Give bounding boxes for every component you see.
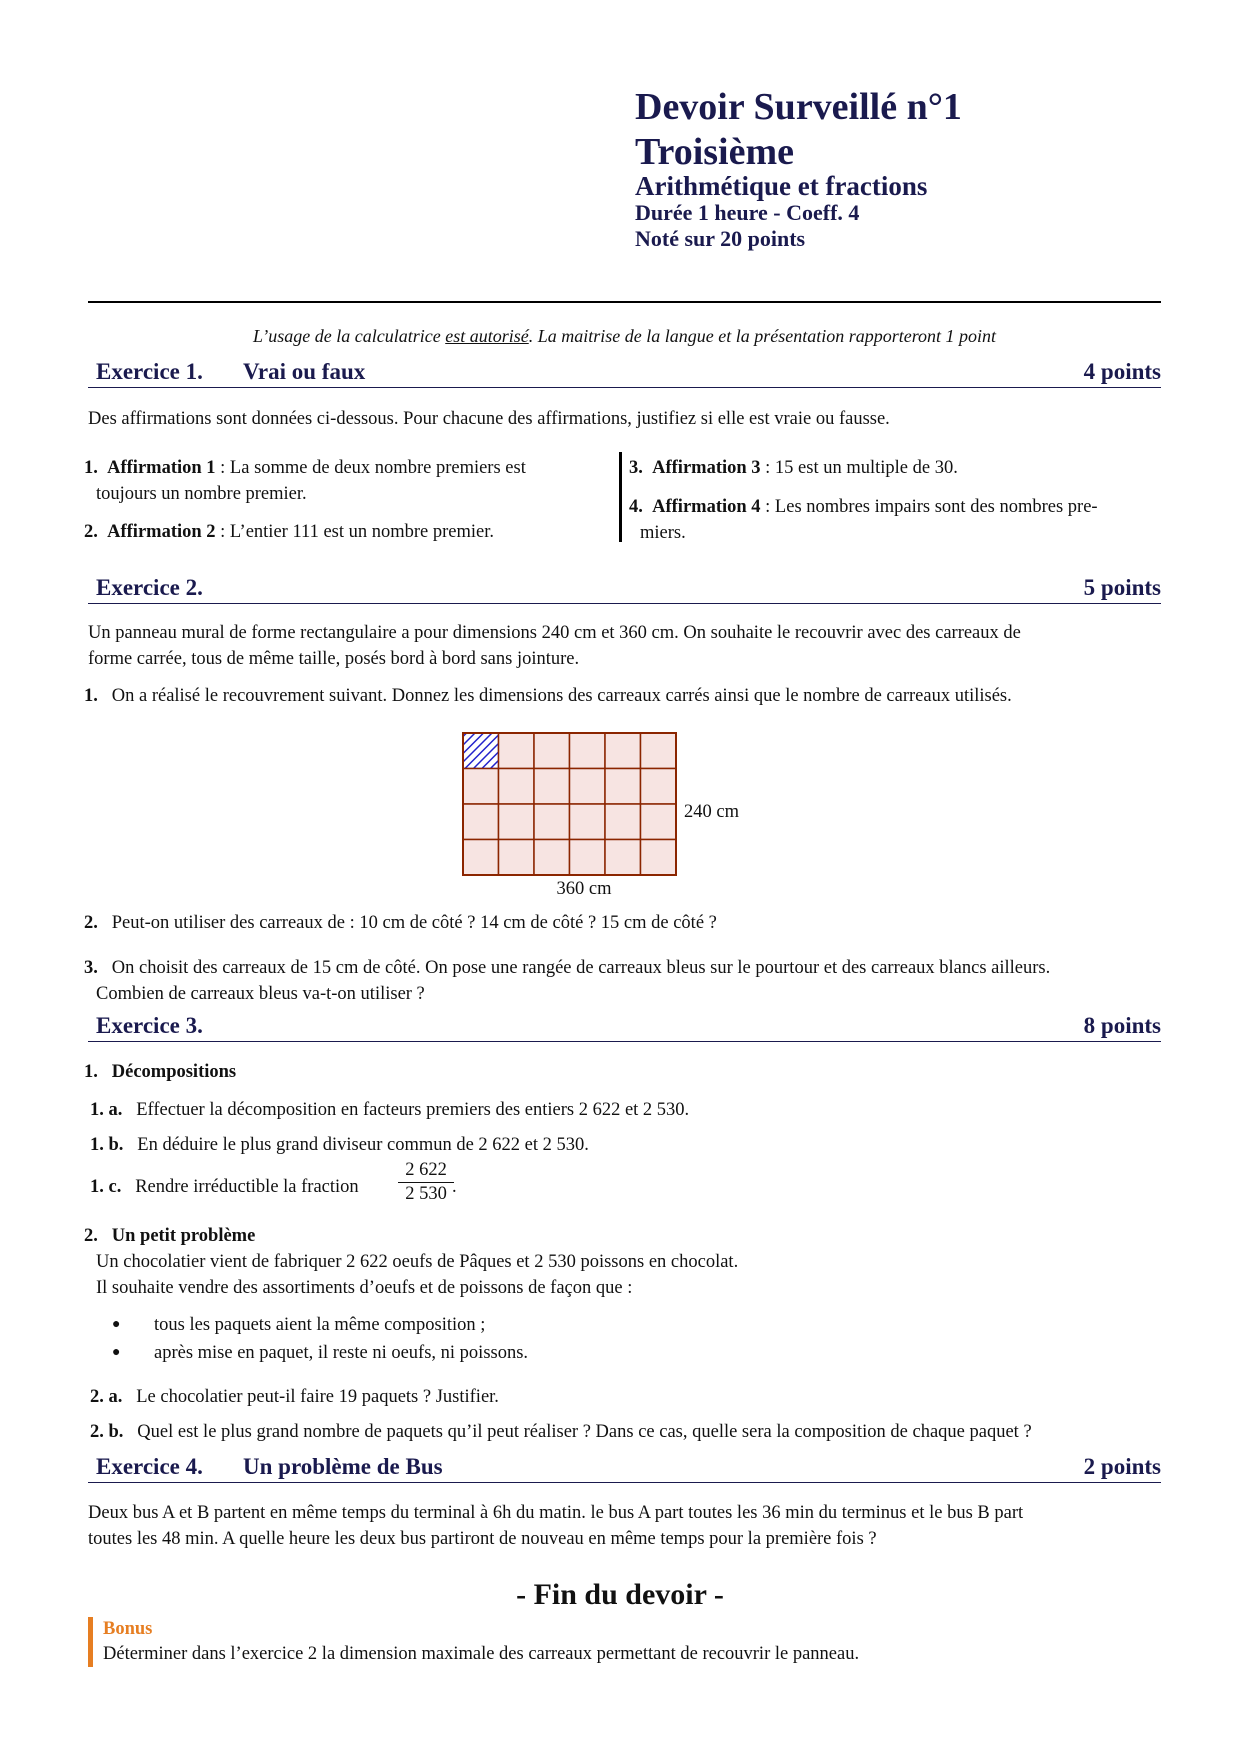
- exercise-2-q3-text: On choisit des carreaux de 15 cm de côté. On pose une rangée de carreaux bleus sur le pourtour et des carreaux blancs ailleurs.: [111, 958, 1051, 978]
- affirmation-3-text: : 15 est un multiple de 30.: [760, 458, 958, 478]
- exercise-4-text-line1: Deux bus A et B partent en même temps du terminal à 6h du matin. le bus A part toutes les 36 min du terminus et le bus B part: [88, 1503, 1024, 1523]
- doc-duration: Durée 1 heure - Coeff. 4: [635, 200, 860, 225]
- exercise-3-q2b-number: 2. b.: [90, 1422, 124, 1442]
- affirmation-1-label: Affirmation 1: [107, 458, 216, 478]
- exercise-2-q3-number: 3.: [84, 958, 98, 978]
- exercise-1-header: [88, 355, 1161, 388]
- bonus-title: Bonus: [103, 1619, 153, 1639]
- exercise-3-part-1: [84, 1059, 236, 1085]
- exercise-1-number: Exercice 1.: [96, 359, 203, 384]
- exercise-2-points: 5 points: [1083, 575, 1161, 600]
- bullet-item-2: après mise en paquet, il reste ni oeufs, ni poissons.: [154, 1343, 529, 1363]
- affirmation-3-label: Affirmation 3: [652, 458, 761, 478]
- tile: [605, 769, 641, 805]
- tile: [499, 733, 535, 769]
- exercise-3-q1c: [90, 1174, 359, 1200]
- exercise-2-question-1: [84, 683, 1012, 709]
- header-divider: [88, 301, 1161, 303]
- exercise-3-q2a-number: 2. a.: [90, 1387, 123, 1407]
- exercise-4-title: Un problème de Bus: [243, 1454, 443, 1479]
- tile: [534, 840, 570, 876]
- exercise-4-number: Exercice 4.: [96, 1454, 203, 1479]
- exercise-1-statement: Des affirmations sont données ci-dessous. Pour chacune des affirmations, justifiez si elle est vraie ou fausse.: [88, 409, 890, 429]
- exercise-2-q3-text-line2: Combien de carreaux bleus va-t-on utiliser ?: [96, 984, 425, 1004]
- exercise-3-q1c-number: 1. c.: [90, 1177, 122, 1197]
- doc-grading: Noté sur 20 points: [635, 226, 806, 251]
- tile: [570, 840, 606, 876]
- exercise-3-q2a-text: Le chocolatier peut-il faire 19 paquets ? Justifier.: [136, 1387, 499, 1407]
- affirmation-3-number: 3.: [629, 458, 643, 478]
- tile: [499, 840, 535, 876]
- bonus-text: Déterminer dans l’exercice 2 la dimension maximale des carreaux permettant de recouvrir le panneau.: [103, 1644, 860, 1664]
- exercise-2-q2-number: 2.: [84, 913, 98, 933]
- exercise-3-q1a-text: Effectuer la décomposition en facteurs premiers des entiers 2 622 et 2 530.: [136, 1100, 690, 1120]
- tile: [641, 733, 677, 769]
- exercise-3-points: 8 points: [1083, 1013, 1161, 1038]
- tile: [605, 733, 641, 769]
- exercise-3-q1c-text: Rendre irréductible la fraction: [135, 1177, 359, 1197]
- tile: [499, 804, 535, 840]
- exercise-3-q1b-text: En déduire le plus grand diviseur commun de 2 622 et 2 530.: [137, 1135, 589, 1155]
- exercise-3-part-2-number: 2.: [84, 1226, 98, 1246]
- exercise-1-points: 4 points: [1083, 359, 1161, 384]
- fraction: [398, 1160, 454, 1205]
- exercise-4-header: [88, 1450, 1161, 1483]
- affirmation-4-text-line2: miers.: [640, 523, 686, 543]
- tile: [641, 769, 677, 805]
- exercise-4-points: 2 points: [1083, 1454, 1161, 1479]
- affirmation-2-label: Affirmation 2: [107, 522, 216, 542]
- exercise-3-q1b-number: 1. b.: [90, 1135, 124, 1155]
- tile: [570, 733, 606, 769]
- exercise-3-header: [88, 1009, 1161, 1042]
- exercise-2-header: [88, 571, 1161, 604]
- height-label: 240 cm: [684, 802, 739, 822]
- exercise-2-question-3: [84, 955, 1050, 981]
- affirmation-1: [84, 455, 614, 481]
- fraction-numerator: 2 622: [405, 1160, 447, 1180]
- fraction-end: .: [452, 1177, 457, 1197]
- tile: [605, 804, 641, 840]
- exercise-3-part-1-number: 1.: [84, 1062, 98, 1082]
- exercise-2-number: Exercice 2.: [96, 575, 203, 600]
- tile-grid: [463, 733, 676, 875]
- intro-part1: L’usage de la calculatrice: [252, 326, 446, 346]
- exercise-3-q2b-text: Quel est le plus grand nombre de paquets qu’il peut réaliser ? Dans ce cas, quelle sera la composition de chaque paquet ?: [137, 1422, 1032, 1442]
- exercise-3-q2b: [90, 1419, 1032, 1445]
- tiling-diagram: [460, 730, 780, 910]
- affirmation-4-label: Affirmation 4: [652, 497, 761, 517]
- affirmation-2-text: : L’entier 111 est un nombre premier.: [215, 522, 495, 542]
- tile: [641, 840, 677, 876]
- affirmation-4-number: 4.: [629, 497, 643, 517]
- tile: [463, 769, 499, 805]
- exercise-3-part-2-title: Un petit problème: [111, 1226, 256, 1246]
- tile: [534, 733, 570, 769]
- tile: [499, 769, 535, 805]
- tile: [605, 840, 641, 876]
- document-header: [635, 84, 962, 252]
- exercise-3-q1a: [90, 1097, 689, 1123]
- tile: [570, 769, 606, 805]
- bullet-item-1: tous les paquets aient la même composition ;: [154, 1315, 486, 1335]
- bonus-box: [88, 1617, 859, 1667]
- exercise-2-statement-line1: Un panneau mural de forme rectangulaire a pour dimensions 240 cm et 360 cm. On souhaite le recouvrir avec des carreaux de: [88, 623, 1021, 643]
- affirmation-2-number: 2.: [84, 522, 98, 542]
- exercise-3-part-2-text-1: Un chocolatier vient de fabriquer 2 622 oeufs de Pâques et 2 530 poissons en chocolat.: [96, 1252, 739, 1272]
- tile: [641, 804, 677, 840]
- tile: [534, 769, 570, 805]
- exercise-3-part-1-title: Décompositions: [111, 1062, 237, 1082]
- intro-part2: . La maitrise de la langue et la présentation rapporteront 1 point: [528, 326, 997, 346]
- exercise-3-part-2-text-2: Il souhaite vendre des assortiments d’oeufs et de poissons de façon que :: [96, 1278, 633, 1298]
- bullet-icon: ●: [112, 1317, 121, 1332]
- end-of-exam: - Fin du devoir -: [516, 1578, 724, 1611]
- exercise-2-statement-line2: forme carrée, tous de même taille, posés bord à bord sans jointure.: [88, 649, 580, 669]
- exercise-4-text-line2: toutes les 48 min. A quelle heure les deux bus partiront de nouveau en même temps pour la première fois ?: [88, 1529, 877, 1549]
- doc-subject: Arithmétique et fractions: [635, 171, 928, 201]
- affirmation-1-text: : La somme de deux nombre premiers est: [215, 458, 526, 478]
- highlighted-tile: [463, 733, 499, 769]
- affirmation-1-text-line2: toujours un nombre premier.: [96, 484, 307, 504]
- doc-title: Devoir Surveillé n°1: [635, 86, 962, 128]
- exercise-2-q1-number: 1.: [84, 686, 98, 706]
- exercise-1-title: Vrai ou faux: [243, 359, 366, 384]
- width-label: 360 cm: [556, 879, 612, 899]
- tile: [463, 840, 499, 876]
- tile: [534, 804, 570, 840]
- exercise-3-q1a-number: 1. a.: [90, 1100, 123, 1120]
- doc-level: Troisième: [635, 131, 794, 173]
- bullet-icon: ●: [112, 1345, 121, 1360]
- exercise-2-q1-text: On a réalisé le recouvrement suivant. Donnez les dimensions des carreaux carrés ainsi que le nombre de carreaux utilisés.: [111, 686, 1012, 706]
- column-separator: [619, 452, 622, 542]
- exercise-2-q2-text: Peut-on utiliser des carreaux de : 10 cm de côté ? 14 cm de côté ? 15 cm de côté ?: [111, 913, 717, 933]
- affirmation-4-text: : Les nombres impairs sont des nombres pre-: [760, 497, 1098, 517]
- intro-note: [88, 326, 1161, 347]
- tile: [570, 804, 606, 840]
- affirmation-1-number: 1.: [84, 458, 98, 478]
- affirmation-4: [629, 494, 1098, 520]
- intro-underlined: est autorisé: [445, 326, 529, 346]
- exercise-3-number: Exercice 3.: [96, 1013, 203, 1038]
- affirmation-3: [629, 455, 958, 481]
- fraction-denominator: 2 530: [405, 1184, 447, 1204]
- exercise-2-question-2: [84, 910, 717, 936]
- exercise-3-part-2: [84, 1223, 255, 1249]
- exercise-3-q1b: [90, 1132, 589, 1158]
- exercise-3-q2a: [90, 1384, 499, 1410]
- fraction-bar: [398, 1182, 454, 1183]
- affirmation-2: [84, 519, 494, 545]
- tile: [463, 804, 499, 840]
